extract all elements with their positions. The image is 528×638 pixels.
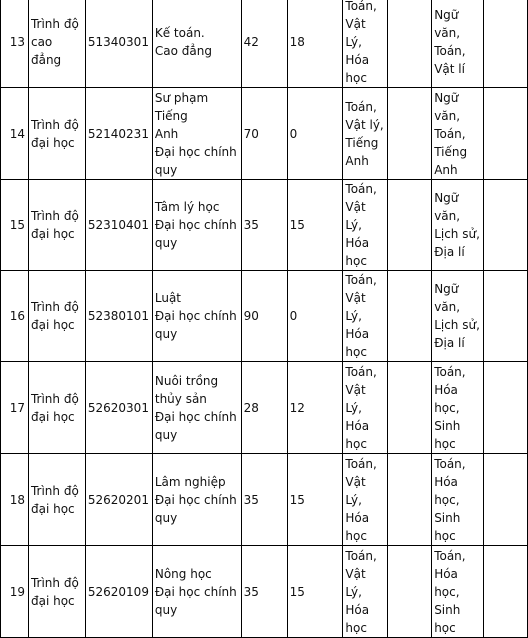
cell-trinh-do: Trình độ cao đẳng <box>28 0 85 88</box>
cell-empty <box>388 362 432 454</box>
cell-to-hop-1: Toán, Vật Lý, Hóa học <box>343 0 388 88</box>
cell-stt: 17 <box>1 362 29 454</box>
cell-stt: 18 <box>1 454 29 546</box>
cell-empty <box>388 454 432 546</box>
cell-nganh: Tâm lý học Đại học chính quy <box>152 180 241 271</box>
cell-chi-tieu-2: 0 <box>287 88 343 180</box>
cell-nganh: Kế toán. Cao đẳng <box>152 0 241 88</box>
cell-to-hop-2: Ngữ văn, Toán, Tiếng Anh <box>432 88 484 180</box>
cell-trinh-do: Trình độ đại học <box>28 546 85 638</box>
cell-nganh: Sư phạm Tiếng Anh Đại học chính quy <box>152 88 241 180</box>
table-body <box>1 0 528 638</box>
table-row <box>1 454 528 546</box>
cell-nganh: Luật Đại học chính quy <box>152 271 241 362</box>
cell-trinh-do: Trình độ đại học <box>28 362 85 454</box>
cell-empty <box>484 271 528 362</box>
cell-chi-tieu-2: 18 <box>287 0 343 88</box>
table-row <box>1 546 528 638</box>
cell-trinh-do: Trình độ đại học <box>28 271 85 362</box>
cell-ma-nganh: 52310401 <box>85 180 152 271</box>
cell-stt: 14 <box>1 88 29 180</box>
cell-trinh-do: Trình độ đại học <box>28 180 85 271</box>
table-row <box>1 88 528 180</box>
cell-to-hop-2: Ngữ văn, Toán, Vật lí <box>432 0 484 88</box>
cell-empty <box>388 0 432 88</box>
cell-to-hop-2: Toán, Hóa học, Sinh học <box>432 546 484 638</box>
cell-ma-nganh: 52620301 <box>85 362 152 454</box>
table-row <box>1 362 528 454</box>
cell-stt: 15 <box>1 180 29 271</box>
cell-nganh: Nuôi trồng thủy sản Đại học chính quy <box>152 362 241 454</box>
cell-nganh: Nông học Đại học chính quy <box>152 546 241 638</box>
cell-to-hop-1: Toán, Vật Lý, Hóa học <box>343 271 388 362</box>
cell-empty <box>388 88 432 180</box>
cell-empty <box>388 271 432 362</box>
cell-to-hop-2: Toán, Hóa học, Sinh học <box>432 362 484 454</box>
cell-to-hop-2: Ngữ văn, Lịch sử, Địa lí <box>432 271 484 362</box>
cell-chi-tieu-2: 12 <box>287 362 343 454</box>
cell-ma-nganh: 52140231 <box>85 88 152 180</box>
cell-chi-tieu-1: 70 <box>241 88 287 180</box>
cell-chi-tieu-2: 15 <box>287 454 343 546</box>
table-row <box>1 180 528 271</box>
cell-chi-tieu-1: 42 <box>241 0 287 88</box>
cell-empty <box>484 454 528 546</box>
cell-to-hop-1: Toán, Vật Lý, Hóa học <box>343 546 388 638</box>
cell-chi-tieu-2: 15 <box>287 180 343 271</box>
cell-trinh-do: Trình độ đại học <box>28 88 85 180</box>
cell-empty <box>484 362 528 454</box>
cell-to-hop-1: Toán, Vật lý, Tiếng Anh <box>343 88 388 180</box>
cell-to-hop-2: Toán, Hóa học, Sinh học <box>432 454 484 546</box>
cell-ma-nganh: 51340301 <box>85 0 152 88</box>
cell-ma-nganh: 52380101 <box>85 271 152 362</box>
cell-chi-tieu-1: 35 <box>241 454 287 546</box>
cell-chi-tieu-1: 35 <box>241 546 287 638</box>
table-row <box>1 0 528 88</box>
cell-to-hop-1: Toán, Vật Lý, Hóa học <box>343 362 388 454</box>
cell-stt: 16 <box>1 271 29 362</box>
cell-stt: 13 <box>1 0 29 88</box>
cell-ma-nganh: 52620109 <box>85 546 152 638</box>
cell-chi-tieu-1: 90 <box>241 271 287 362</box>
cell-empty <box>484 88 528 180</box>
cell-chi-tieu-2: 0 <box>287 271 343 362</box>
cell-nganh: Lâm nghiệp Đại học chính quy <box>152 454 241 546</box>
table-row <box>1 271 528 362</box>
cell-trinh-do: Trình độ đại học <box>28 454 85 546</box>
cell-chi-tieu-1: 35 <box>241 180 287 271</box>
cell-to-hop-1: Toán, Vật Lý, Hóa học <box>343 180 388 271</box>
cell-empty <box>484 180 528 271</box>
cell-stt: 19 <box>1 546 29 638</box>
cell-empty <box>484 546 528 638</box>
cell-chi-tieu-1: 28 <box>241 362 287 454</box>
cell-chi-tieu-2: 15 <box>287 546 343 638</box>
cell-to-hop-1: Toán, Vật Lý, Hóa học <box>343 454 388 546</box>
cell-ma-nganh: 52620201 <box>85 454 152 546</box>
cell-empty <box>388 180 432 271</box>
cell-empty <box>388 546 432 638</box>
cell-to-hop-2: Ngữ văn, Lịch sử, Địa lí <box>432 180 484 271</box>
cell-empty <box>484 0 528 88</box>
